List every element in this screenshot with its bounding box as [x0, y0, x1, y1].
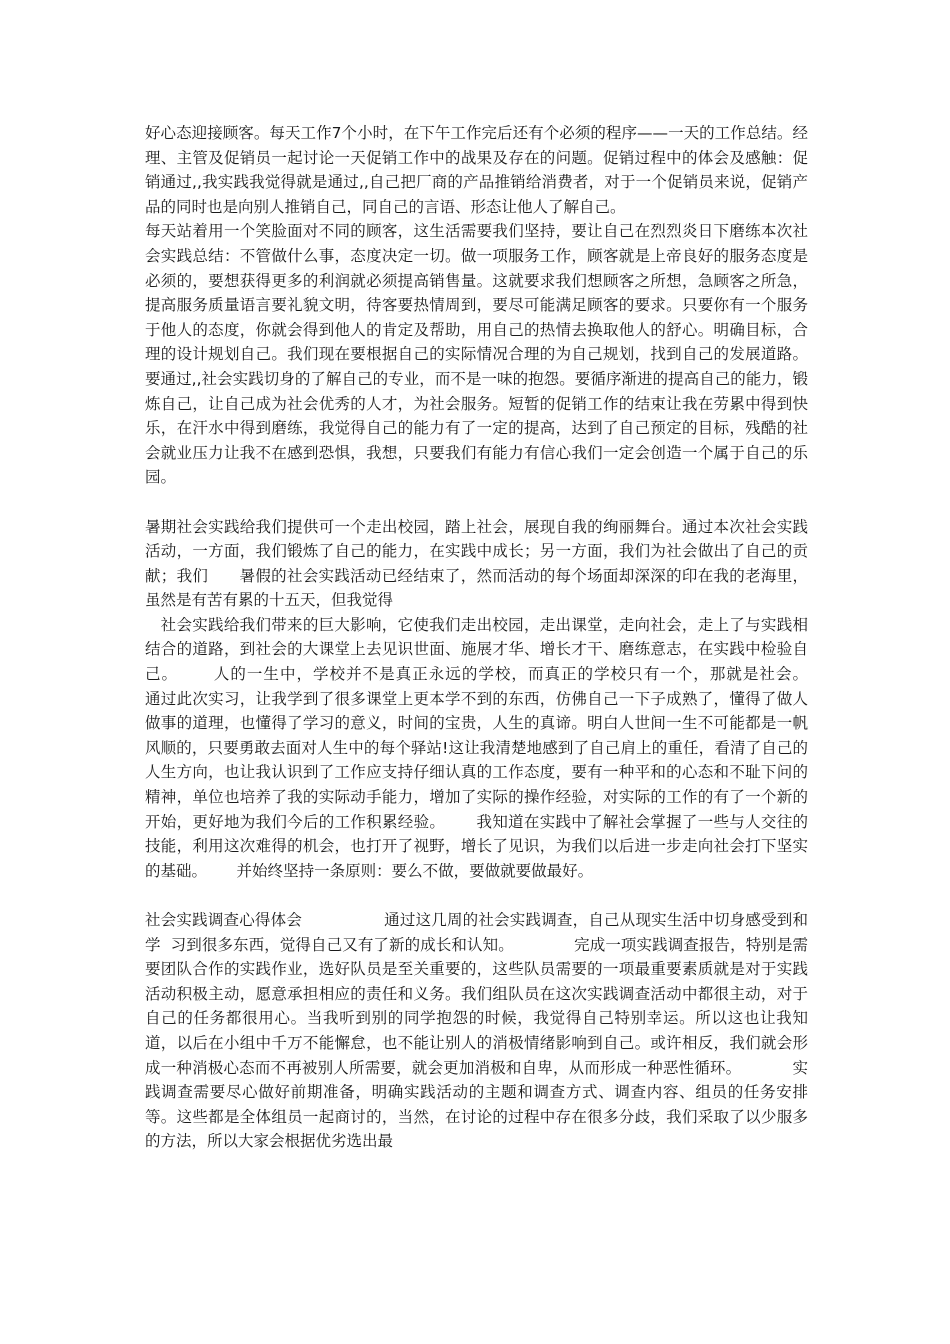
paragraph-4: 社会实践给我们带来的巨大影响，它使我们走出校园，走出课堂，走向社会，走上了与实践相结合的道路，到社会的大课堂上去见识世面、施展才华、增长才干、磨练意志，在实践中检验自己。 人的一生中，学校并不是真正永远的学校，而真正的学校只有一个，那就是社会。 通过此次实习，让我学到了很多课堂上更本学不到的东西，仿佛自己一下子成熟了，懂得了做人做事的道理，也懂得了学习的意义，时间的宝贵，人生的真谛。明白人世间一生不可能都是一帆风顺的，只要勇敢去面对人生中的每个驿站!这让我清楚地感到了自己肩上的重任，看清了自己的人生方向，也让我认识到了工作应支持仔细认真的工作态度，要有一种平和的心态和不耻下问的精神，单位也培养了我的实际动手能力，增加了实际的操作经验，对实际的工作的有了一个新的开始，更好地为我们今后的工作积累经验。 我知道在实践中了解社会掌握了一些与人交往的技能，利用这次难得的机会，也打开了视野，增长了见识，为我们以后进一步走向社会打下坚实的基础。 并始终坚持一条原则：要么不做，要做就要做最好。: [145, 615, 838, 880]
document-body: [145, 121, 838, 1154]
paragraph-5: 社会实践调查心得体会 通过这几周的社会实践调查，自己从现实生活中切身感受到和学 习到很多东西，觉得自己又有了新的成长和认知。 完成一项实践调查报告，特别是需要团队合作的实践作业，选好队员是至关重要的，这些队员需要的一项最重要素质就是对于实践活动积极主动，愿意承担相应的责任和义务。我们组队员在这次实践调查活动中都很主动，对于自己的任务都很用心。当我听到别的同学抱怨的时候，我觉得自己特别幸运。所以这也让我知道，以后在小组中千万不能懈怠，也不能让别人的消极情绪影响到自己。或许相反，我们就会形成一种消极心态而不再被别人所需要，就会更加消极和自卑，从而形成一种恶性循环。 实践调查需要尽心做好前期准备，明确实践活动的主题和调查方式、调查内容、组员的任务安排等。这些都是全体组员一起商讨的，当然，在讨论的过程中存在很多分歧，我们采取了以少服多的方法，所以大家会根据优劣选出最: [145, 911, 808, 1151]
paragraph-spacer: [145, 490, 808, 515]
paragraph-3: 暑期社会实践给我们提供可一个走出校园，踏上社会，展现自我的绚丽舞台。通过本次社会实践活动，一方面，我们锻炼了自己的能力，在实践中成长；另一方面，我们为社会做出了自己的贡献；我们 暑假的社会实践活动已经结束了，然而活动的每个场面却深深的印在我的老海里，虽然是有苦有累的十五天，但我觉得: [145, 517, 808, 610]
paragraph-2: 每天站着用一个笑脸面对不同的顾客，这生活需要我们坚持，要让自己在烈烈炎日下磨练本次社会实践总结：不管做什么事，态度决定一切。做一项服务工作，顾客就是上帝良好的服务态度是必须的，要想获得更多的利润就必须提高销售量。这就要求我们想顾客之所想，急顾客之所急，提高服务质量语言要礼貌文明，待客要热情周到，要尽可能满足顾客的要求。只要你有一个服务于他人的态度，你就会得到他人的肯定及帮助，用自己的热情去换取他人的舒心。明确目标，合理的设计规划自己。我们现在要根据自己的实际情况合理的为自己规划，找到自己的发展道路。要通过,,社会实践切身的了解自己的专业，而不是一味的抱怨。要循序渐进的提高自己的能力，锻炼自己，让自己成为社会优秀的人才，为社会服务。短暂的促销工作的结束让我在劳累中得到快乐，在汗水中得到磨练，我觉得自己的能力有了一定的提高，达到了自己预定的目标，残酷的社会就业压力让我不在感到恐惧，我想，只要我们有能力有信心我们一定会创造一个属于自己的乐园。: [145, 222, 808, 487]
paragraph-1: 好心态迎接顾客。每天工作7个小时，在下午工作完后还有个必须的程序——一天的工作总结。经理、主管及促销员一起讨论一天促销工作中的战果及存在的问题。促销过程中的体会及感触：促销通过,,我实践我觉得就是通过,,自己把厂商的产品推销给消费者，对于一个促销员来说，促销产品的同时也是向别人推销自己，同自己的言语、形态让他人了解自己。: [145, 124, 808, 216]
paragraph-spacer: [145, 883, 808, 908]
